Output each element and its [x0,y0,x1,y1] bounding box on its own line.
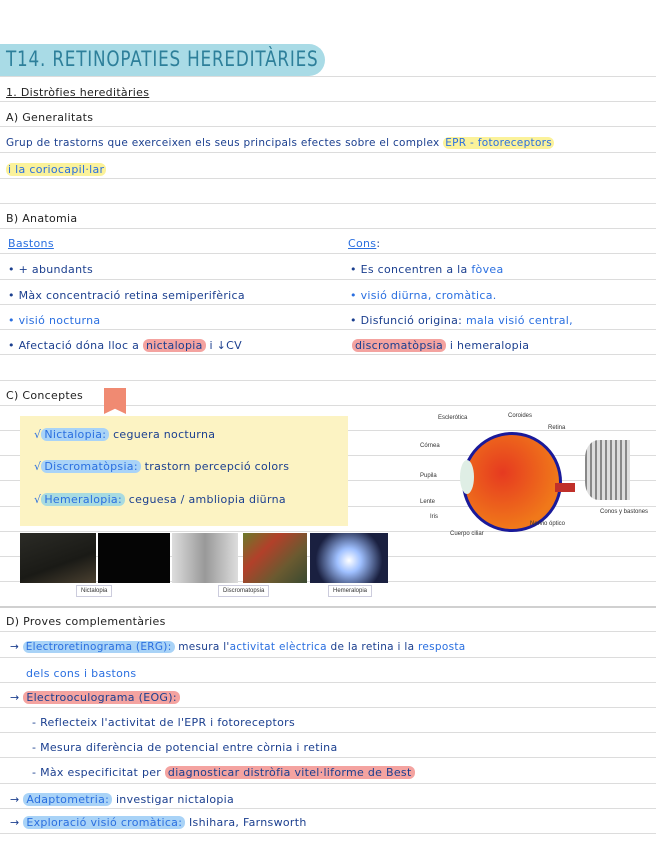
eye-label: Conos y bastones [600,509,649,515]
highlight: nictalopia [143,339,206,352]
text: fòvea [471,263,504,276]
text: : [376,237,381,250]
eye-label: Retina [548,425,566,431]
eye-label: Nervio óptico [530,521,566,527]
eye-label: Pupila [420,473,437,479]
test-item-erg-cont: dels cons i bastons [26,667,137,680]
highlight: i la coriocapil·lar [8,163,105,176]
cons-item [350,314,573,327]
cones-rods-icon [585,440,630,500]
cons-item [352,339,529,352]
bastons-item: • visió nocturna [8,314,101,327]
eog-subitem: - Reflecteix l'activitat de l'EPR i fotoreceptors [32,716,296,729]
text: • Es concentren a la [350,263,468,276]
text: mesura l' [178,641,230,653]
text: mala visió central, [465,314,573,327]
cons-item: • visió diürna, cromàtica. [350,289,497,302]
check-icon: √ [34,428,42,441]
page-title-banner [0,44,325,76]
subheading-d: D) Proves complementàries [6,615,166,628]
highlight: Adaptometria: [23,793,112,806]
arrow-icon: → [10,816,20,829]
text: Ishihara, Farnsworth [189,816,307,829]
eye-label: Esclerótica [438,415,468,421]
text: de la retina i la [330,641,415,653]
highlight: Discromatòpsia: [41,460,141,473]
traffic-light-image [172,533,238,583]
text: trastorn percepció colors [144,460,290,473]
optic-nerve-icon [555,483,575,492]
arrow-icon: → [10,641,20,653]
section-heading: 1. Distròfies hereditàries [6,86,150,99]
text: Grup de trastorns que exerceixen els seus principals efectes sobre el complex [6,137,440,149]
image-caption: Hemeralopia [328,585,372,597]
concept-item [34,493,286,506]
eye-label: Cuerpo ciliar [450,531,484,537]
text: • Disfunció origina: [350,314,463,327]
subheading-b: B) Anatomia [6,212,78,225]
bastons-item: • Màx concentració retina semiperifèrica [8,289,245,302]
text: - Màx especificitat per [32,766,162,779]
text: resposta [418,641,466,653]
nictalopia-image-2 [98,533,170,583]
text: ceguera nocturna [113,428,216,441]
eye-diagram [420,413,652,543]
arrow-icon: → [10,793,20,806]
text: i ↓CV [209,339,242,352]
highlight: Nictalopia: [41,428,109,441]
paragraph [6,137,554,149]
test-item-eog [10,691,180,704]
bastons-title: Bastons [8,237,54,250]
eog-subitem [32,766,415,779]
nictalopia-image-1 [20,533,96,583]
eye-label: Coroides [508,413,533,419]
test-item-color-vision [10,816,307,829]
cons-item [350,263,504,276]
eyeball-icon [462,432,562,532]
text: i hemeralopia [449,339,530,352]
text: ceguesa / ambliopia diürna [128,493,286,506]
highlight: Exploració visió cromàtica: [23,816,185,829]
subheading-c: C) Conceptes [6,389,84,402]
check-icon: √ [34,460,42,473]
concept-item [34,428,215,441]
highlight: EPR - fotoreceptors [445,137,553,149]
bookmark-sticker-icon [104,388,126,414]
arrow-icon: → [10,691,20,704]
image-caption: Discromatopsia [218,585,269,597]
cons-title [348,237,380,250]
concept-item [34,460,289,473]
text: Cons [348,237,377,250]
hemeralopia-image [310,533,388,583]
bastons-item: • + abundants [8,263,94,276]
page-title: T14. RETINOPATIES HEREDITÀRIES [6,47,319,71]
eog-subitem: - Mesura diferència de potencial entre còrnia i retina [32,741,338,754]
bastons-item [8,339,242,352]
eye-label: Lente [420,499,436,505]
text: investigar nictalopia [115,793,235,806]
subheading-a: A) Generalitats [6,111,94,124]
image-caption: Nictalopia [76,585,112,597]
lens-icon [460,460,474,494]
text: activitat elèctrica [229,641,327,653]
discromatopsia-image [243,533,307,583]
text: • Afectació dóna lloc a [8,339,140,352]
test-item-erg [10,641,466,653]
check-icon: √ [34,493,42,506]
test-item-adaptometria [10,793,234,806]
highlight: Electrooculograma (EOG): [23,691,180,704]
highlight: Hemeralopia: [41,493,125,506]
paragraph-cont [6,163,106,176]
highlight: diagnosticar distròfia vitel·liforme de Best [165,766,415,779]
highlight: Electroretinograma (ERG): [23,641,175,653]
eye-label: Córnea [420,443,440,449]
highlight: discromatòpsia [352,339,446,352]
eye-label: Iris [430,514,438,520]
